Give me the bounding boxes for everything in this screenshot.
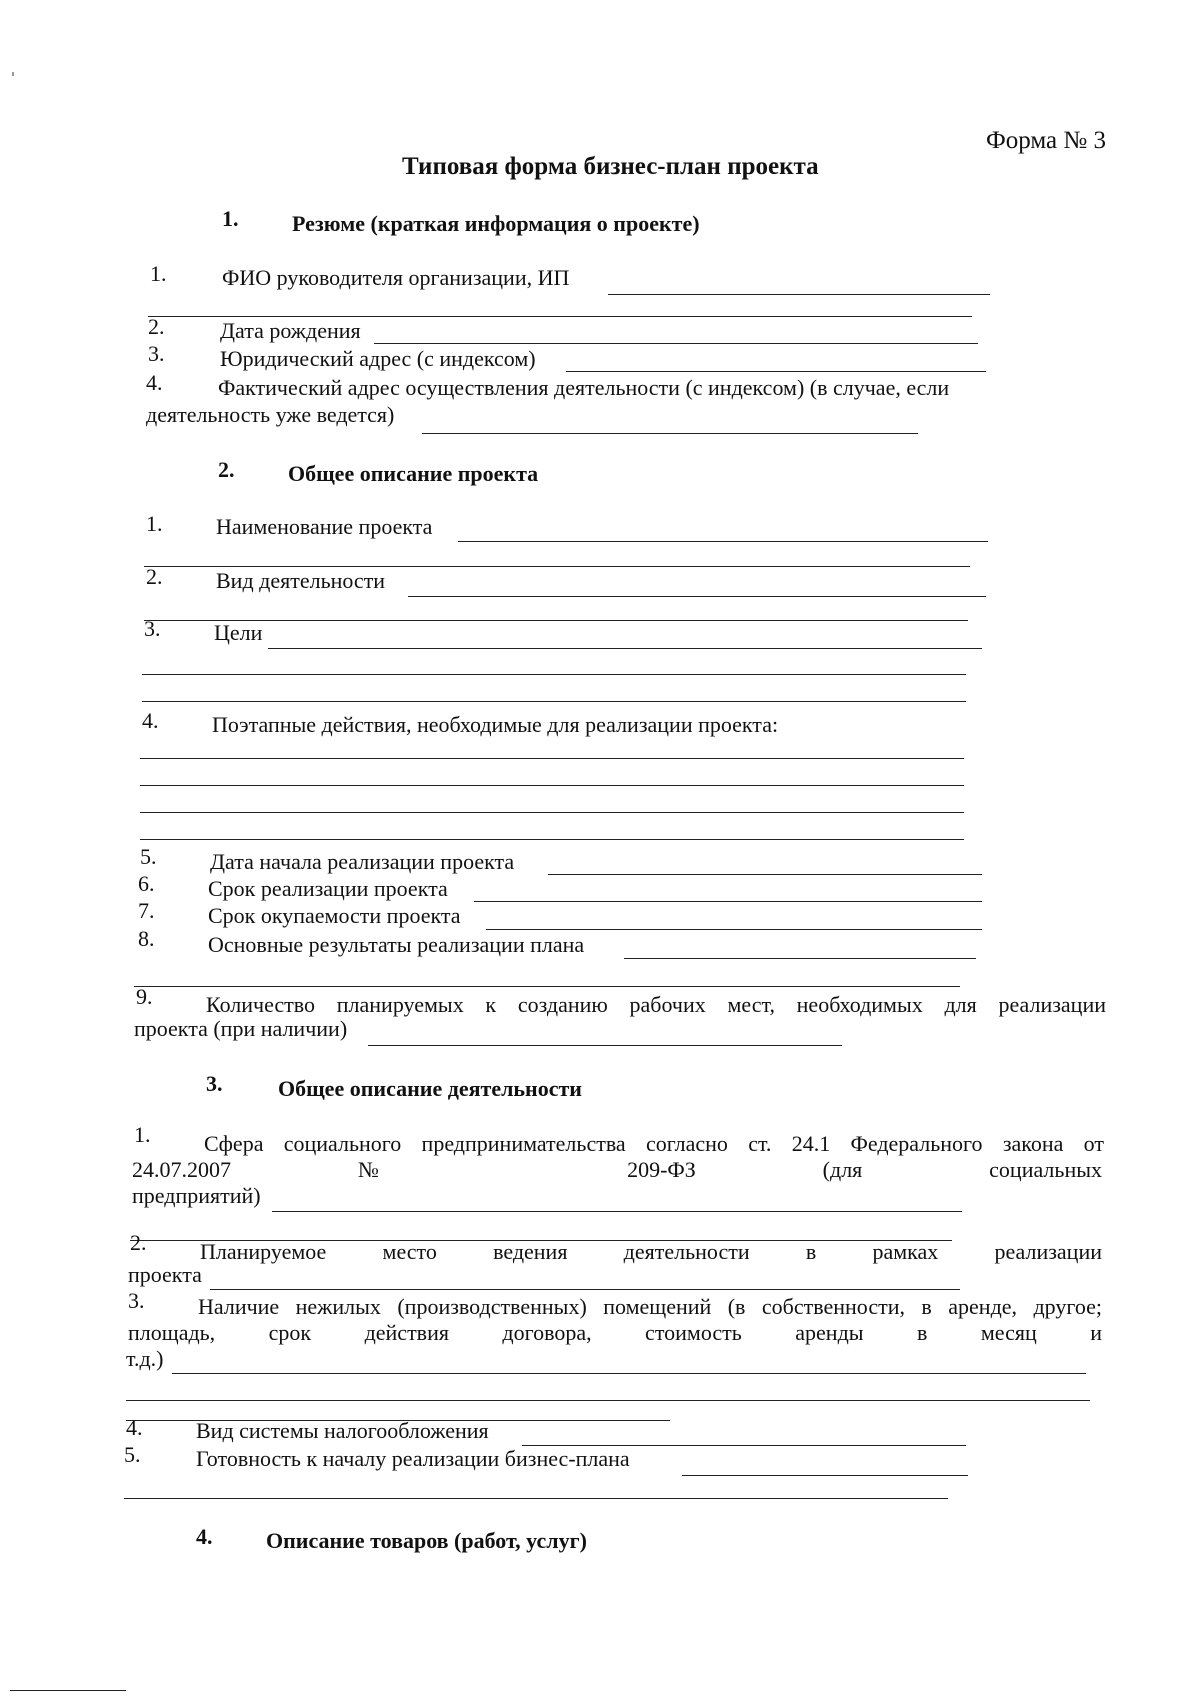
s2-item-9-label: Количество планируемых к созданию рабочих мест, необходимых для реализации xyxy=(206,992,1106,1017)
s2-item-3-label: Цели xyxy=(214,620,263,645)
s2-item-7-answer-line[interactable] xyxy=(486,929,982,930)
s1-item-4-label: Фактический адрес осуществления деятельности (с индексом) (в случае, если xyxy=(218,375,950,400)
s3-item-3-label: Наличие нежилых (производственных) помещений (в собственности, в аренде, другое; xyxy=(198,1294,1102,1319)
s2-item-2-answer-line-2[interactable] xyxy=(144,620,968,621)
s3-item-4-label: Вид системы налогообложения xyxy=(196,1418,489,1443)
s2-item-9-label-cont: проекта (при наличии) xyxy=(134,1016,348,1041)
s2-item-2-label: Вид деятельности xyxy=(216,568,386,593)
s2-item-2-number: 2. xyxy=(146,564,163,589)
s1-item-4-number: 4. xyxy=(146,370,163,395)
section-3-number: 3. xyxy=(206,1071,223,1096)
s2-item-4-answer-line-3[interactable] xyxy=(140,812,964,813)
section-3-heading: Общее описание деятельности xyxy=(278,1076,582,1101)
section-2-number: 2. xyxy=(218,457,235,482)
s1-item-1-label: ФИО руководителя организации, ИП xyxy=(222,265,570,290)
page-title: Типовая форма бизнес-план проекта xyxy=(402,153,819,180)
s2-item-7-label: Срок окупаемости проекта xyxy=(208,903,461,928)
section-1-number: 1. xyxy=(222,206,239,231)
s1-item-3-number: 3. xyxy=(148,341,165,366)
s2-item-9-answer-line[interactable] xyxy=(368,1045,842,1046)
section-4-number: 4. xyxy=(196,1524,213,1549)
s2-item-6-answer-line[interactable] xyxy=(474,901,982,902)
s3-item-1-answer-line[interactable] xyxy=(272,1211,962,1212)
s1-item-2-label: Дата рождения xyxy=(220,318,361,343)
s2-item-3-number: 3. xyxy=(144,616,161,641)
s2-item-8-label: Основные результаты реализации плана xyxy=(208,932,585,957)
s1-item-4-answer-line[interactable] xyxy=(422,433,918,434)
s3-item-2-answer-line[interactable] xyxy=(210,1289,960,1290)
s3-item-1-label: Сфера социального предпринимательства согласно ст. 24.1 Федерального закона от xyxy=(204,1131,1104,1156)
s2-item-4-answer-line-2[interactable] xyxy=(140,785,964,786)
s3-item-3-answer-line[interactable] xyxy=(172,1373,1086,1374)
s2-item-3-answer-line[interactable] xyxy=(268,648,982,649)
s2-item-9-number: 9. xyxy=(136,984,153,1009)
s2-item-7-number: 7. xyxy=(138,898,155,923)
s3-item-1-number: 1. xyxy=(134,1122,151,1147)
s3-item-3-label-cont-2: т.д.) xyxy=(126,1346,164,1371)
s2-item-1-answer-line[interactable] xyxy=(458,541,988,542)
s3-item-3-number: 3. xyxy=(128,1288,145,1313)
s2-item-6-number: 6. xyxy=(138,871,155,896)
section-4-heading: Описание товаров (работ, услуг) xyxy=(266,1528,587,1553)
s2-item-8-number: 8. xyxy=(138,926,155,951)
s3-item-3-label-cont: площадь, срок действия договора, стоимость аренды в месяц и xyxy=(128,1320,1102,1345)
s1-item-3-label: Юридический адрес (с индексом) xyxy=(220,346,536,371)
s1-item-4-label-cont: деятельность уже ведется) xyxy=(146,402,395,427)
s1-item-3-answer-line[interactable] xyxy=(566,371,986,372)
section-2-heading: Общее описание проекта xyxy=(288,461,539,486)
s1-item-1-answer-line-2[interactable] xyxy=(148,316,972,317)
s2-item-8-answer-line[interactable] xyxy=(624,958,976,959)
s3-item-1-label-cont: 24.07.2007 № 209-ФЗ (для социальных xyxy=(132,1157,1102,1182)
s2-item-4-number: 4. xyxy=(142,708,159,733)
s3-item-5-number: 5. xyxy=(124,1442,141,1467)
s3-item-2-number: 2. xyxy=(130,1230,147,1255)
s3-item-3-answer-line-2[interactable] xyxy=(126,1400,1090,1401)
s2-item-2-answer-line[interactable] xyxy=(408,596,986,597)
s2-item-6-label: Срок реализации проекта xyxy=(208,876,448,901)
s2-item-1-answer-line-2[interactable] xyxy=(144,566,970,567)
s1-item-2-number: 2. xyxy=(148,314,165,339)
s2-item-4-label: Поэтапные действия, необходимые для реализации проекта: xyxy=(212,712,779,737)
s2-item-5-answer-line[interactable] xyxy=(548,874,982,875)
s2-item-5-number: 5. xyxy=(140,844,157,869)
s2-item-5-label: Дата начала реализации проекта xyxy=(210,849,515,874)
s1-item-1-answer-line[interactable] xyxy=(608,294,990,295)
s2-item-3-answer-line-3[interactable] xyxy=(142,701,966,702)
scan-speck xyxy=(12,72,14,76)
s3-item-5-answer-line[interactable] xyxy=(682,1475,968,1476)
s3-item-5-answer-line-2[interactable] xyxy=(124,1498,948,1499)
section-1-heading: Резюме (краткая информация о проекте) xyxy=(292,211,700,236)
s1-item-2-answer-line[interactable] xyxy=(374,343,978,344)
s2-item-4-answer-line-4[interactable] xyxy=(140,839,964,840)
s2-item-4-answer-line[interactable] xyxy=(140,758,964,759)
s3-item-4-number: 4. xyxy=(126,1415,143,1440)
s2-item-1-number: 1. xyxy=(146,511,163,536)
s3-item-5-label: Готовность к началу реализации бизнес-плана xyxy=(196,1446,630,1471)
page-corner-line xyxy=(10,1690,126,1691)
s3-item-2-label-cont: проекта xyxy=(128,1262,202,1287)
s2-item-8-answer-line-2[interactable] xyxy=(134,986,960,987)
s2-item-3-answer-line-2[interactable] xyxy=(142,674,966,675)
s1-item-1-number: 1. xyxy=(150,261,167,286)
form-number: Форма № 3 xyxy=(986,127,1106,154)
s3-item-2-label: Планируемое место ведения деятельности в рамках реализации xyxy=(200,1239,1102,1264)
s3-item-1-label-cont-2: предприятий) xyxy=(132,1183,261,1208)
s2-item-1-label: Наименование проекта xyxy=(216,514,433,539)
